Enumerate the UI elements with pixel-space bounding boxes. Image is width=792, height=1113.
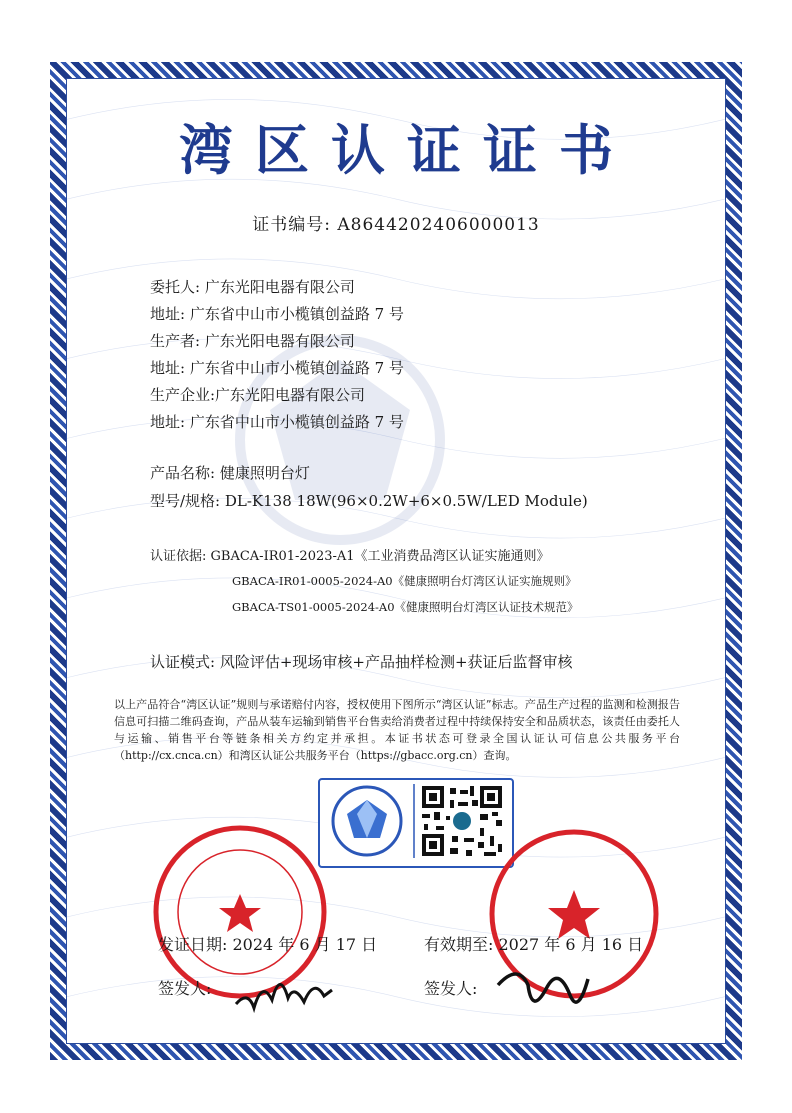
certification-mode: 认证模式: 风险评估+现场审核+产品抽样检测+获证后监督审核: [150, 653, 573, 671]
signer-label-right: 签发人:: [424, 979, 478, 998]
signer-label-left: 签发人:: [158, 979, 212, 998]
certificate-title: 湾区认证证书: [179, 118, 635, 182]
product-name: 产品名称: 健康照明台灯: [150, 464, 310, 482]
certification-basis-2: GBACA-IR01-0005-2024-A0《健康照明台灯湾区认证实施规则》: [232, 574, 577, 588]
valid-until-date: 有效期至: 2027 年 6 月 16 日: [424, 935, 644, 954]
manufacturer-name: 生产企业:广东光阳电器有限公司: [150, 386, 366, 404]
certificate-statement: 以上产品符合“湾区认证”规则与承诺赔付内容，授权使用下图所示“湾区认证”标志。产品生产过程的监测和检测报告信息可扫描二维码查询，产品从装车运输到销售平台售卖给消费者过程中持续保持安全和品质状态，该责任由委托人与运输、销售平台等链条相关方约定并承担。本证书状态可登录全国认证认可信息公共服务平台（http://cx.cnca.cn）和湾区认证公共服务平台（https://gbacc.org.cn）查询。: [114, 698, 680, 762]
client-address: 地址: 广东省中山市小榄镇创益路 7 号: [150, 305, 404, 323]
certification-basis-1: 认证依据: GBACA-IR01-2023-A1《工业消费品湾区认证实施通则》: [150, 549, 550, 564]
manufacturer-address: 地址: 广东省中山市小榄镇创益路 7 号: [150, 413, 404, 431]
issue-date: 发证日期: 2024 年 6 月 17 日: [158, 935, 378, 954]
certificate-number: 证书编号: A8644202406000013: [252, 215, 540, 235]
producer-name: 生产者: 广东光阳电器有限公司: [150, 332, 355, 350]
certification-basis-3: GBACA-TS01-0005-2024-A0《健康照明台灯湾区认证技术规范》: [232, 600, 579, 614]
signature-left: [228, 960, 338, 1020]
client-name: 委托人: 广东光阳电器有限公司: [150, 278, 355, 296]
signature-right: [488, 955, 598, 1025]
producer-address: 地址: 广东省中山市小榄镇创益路 7 号: [150, 359, 404, 377]
product-model: 型号/规格: DL-K138 18W(96×0.2W+6×0.5W/LED Module): [150, 492, 588, 510]
logo-and-qr: [320, 780, 508, 862]
certification-mark-box: [318, 778, 514, 868]
